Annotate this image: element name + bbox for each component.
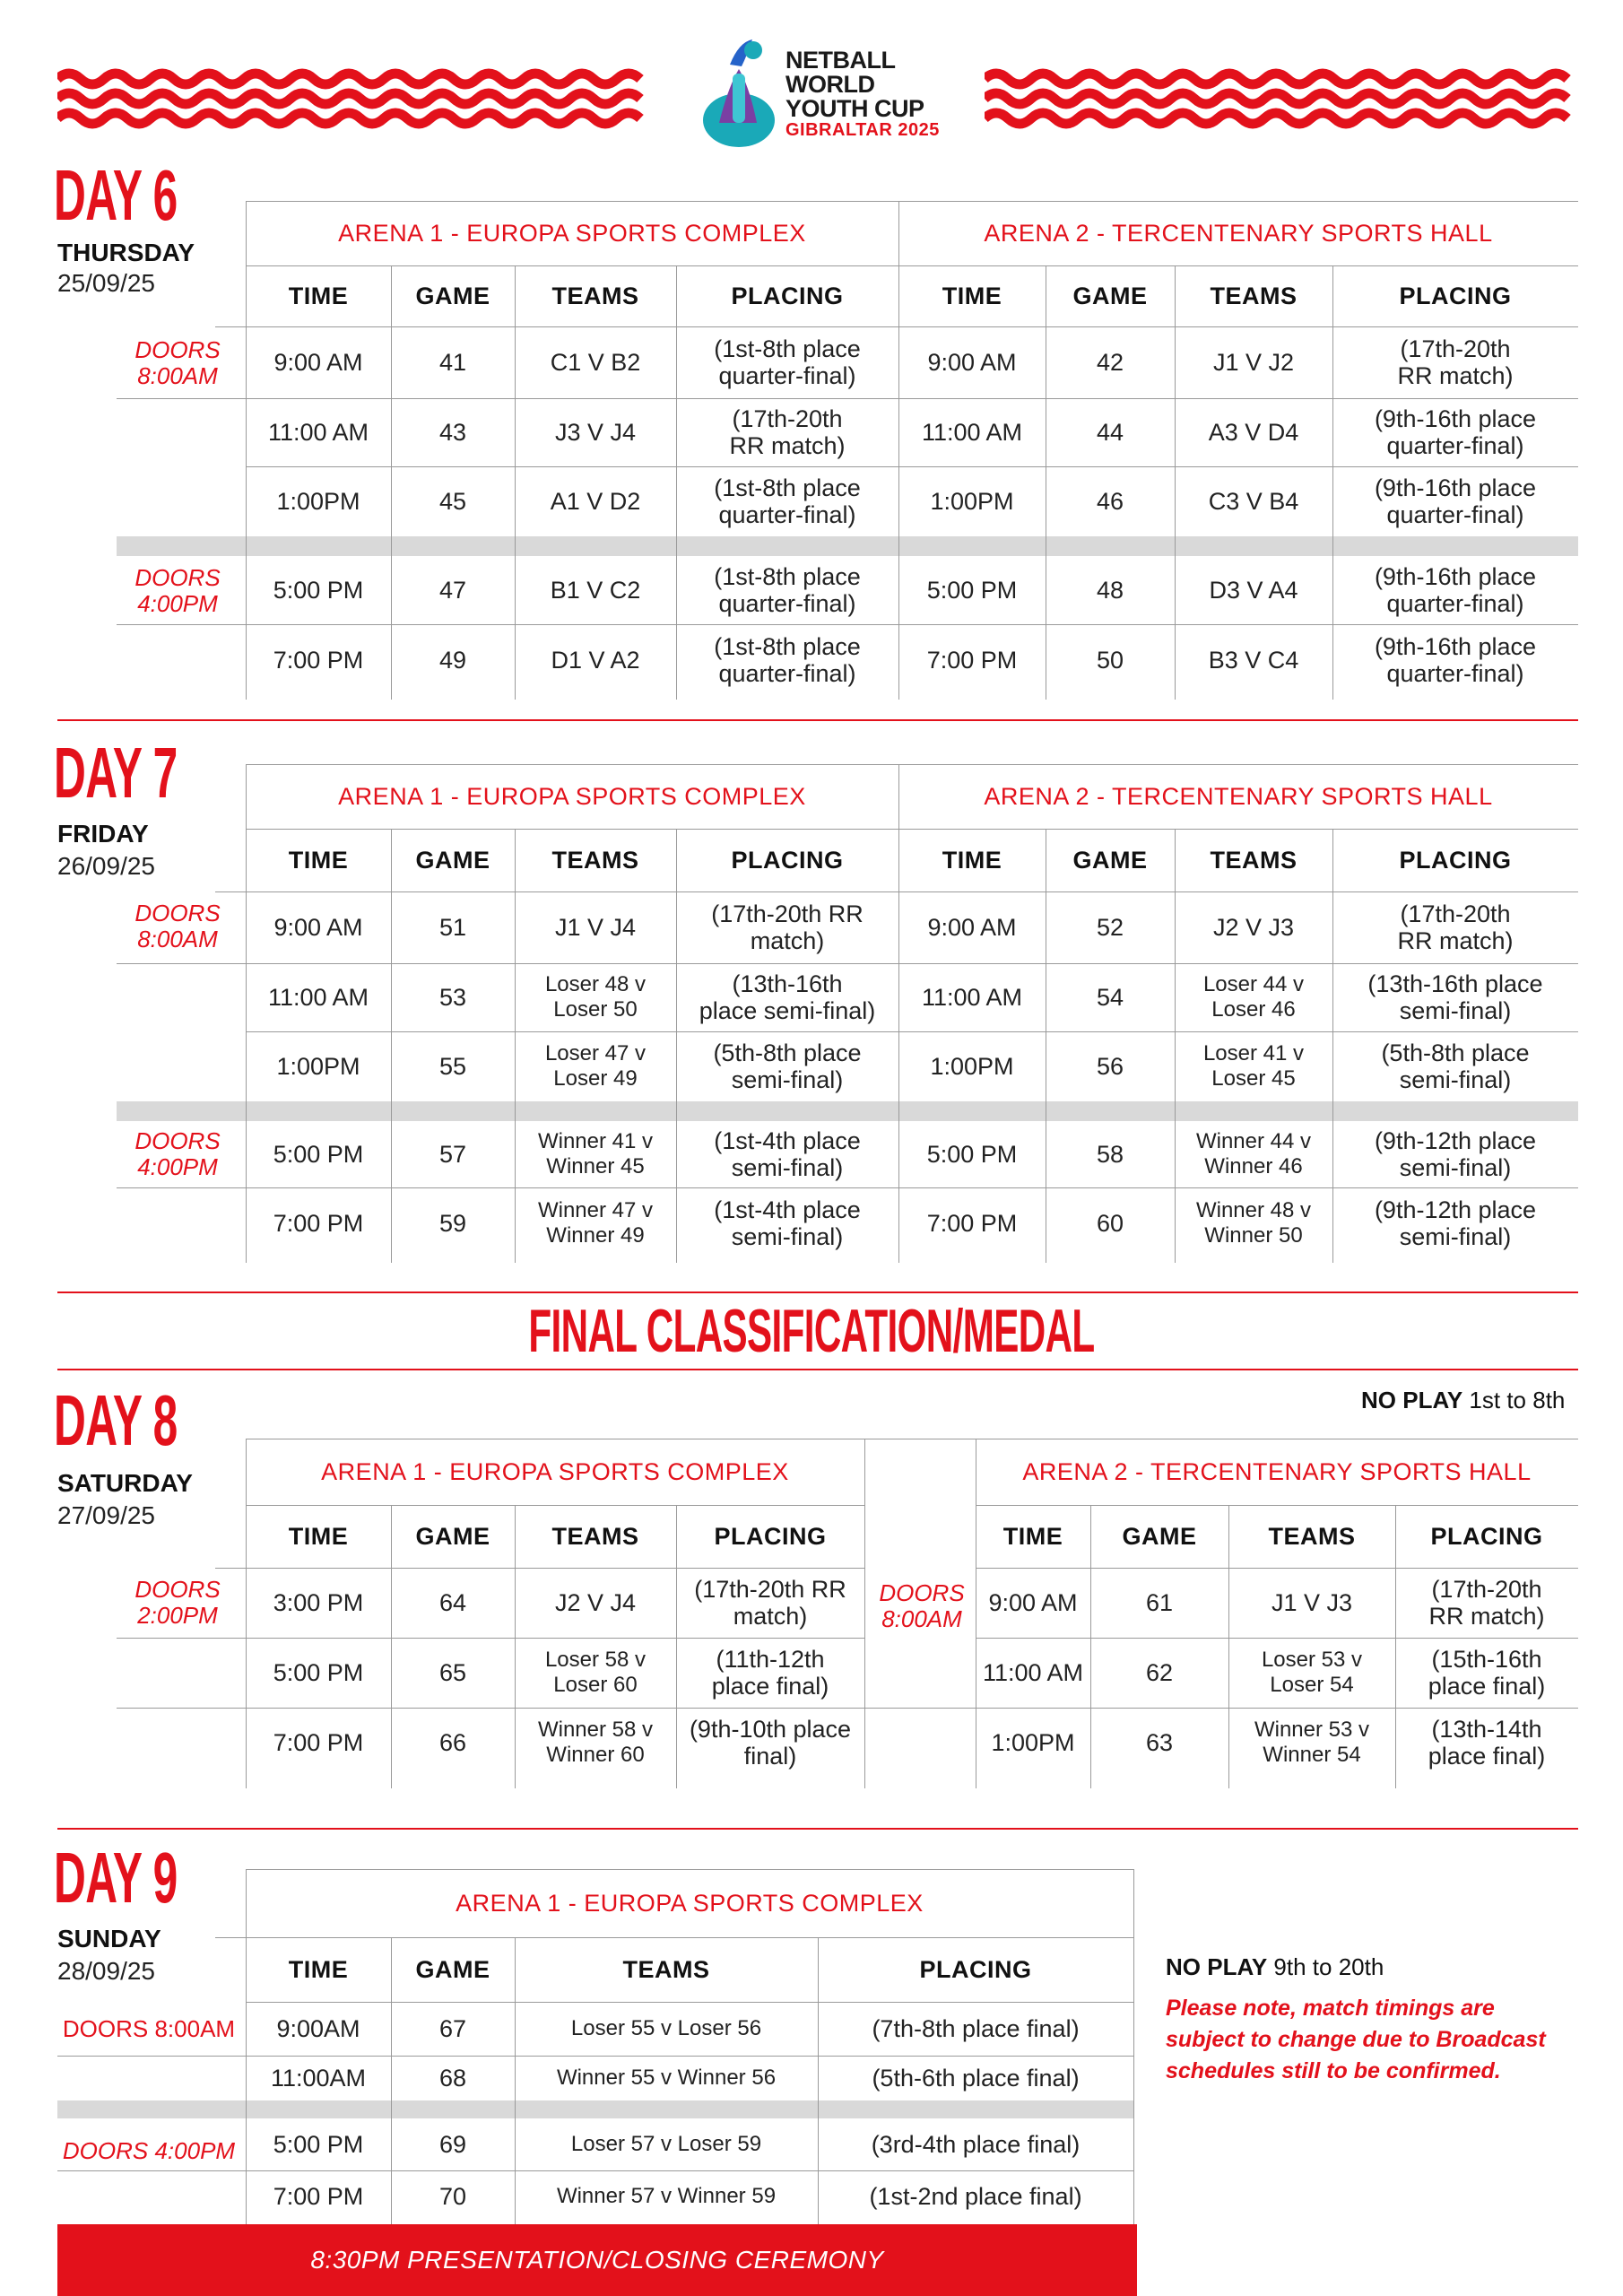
teams: J3 V J4 [554,419,637,446]
placing: (1st-8th place quarter-final) [714,633,861,687]
game-number: 43 [438,419,467,446]
day9-date: 28/09/25 [57,1957,155,1985]
teams: Winner 58 v Winner 60 [537,1718,654,1767]
placing: (9th-12th place semi-final) [1374,1127,1537,1181]
game-number: 70 [438,2183,467,2210]
day7-date: 26/09/25 [57,852,155,880]
teams: Loser 41 v Loser 45 [1202,1041,1305,1091]
placing: (17th-20th RR match) [729,405,846,459]
day8-no-play-note: NO PLAY 1st to 8th [1361,1387,1566,1413]
placing: (9th-16th place quarter-final) [1374,633,1537,687]
day8-doors-arena2: DOORS 8:00AM [879,1579,965,1632]
day6-doors-morning: DOORS 8:00AM [135,336,221,389]
day6-doors-evening: DOORS 4:00PM [135,564,221,617]
game-number: 58 [1096,1141,1124,1168]
placing: (5th-8th place semi-final) [713,1039,862,1093]
teams: D3 V A4 [1209,577,1298,604]
game-number: 60 [1096,1210,1124,1237]
teams: Loser 57 v Loser 59 [570,2132,762,2156]
placing: (5th-8th place semi-final) [1381,1039,1530,1093]
logo-line-1: NETBALL [785,47,896,74]
teams: J2 V J4 [554,1589,637,1616]
teams: Loser 58 v Loser 60 [544,1648,647,1697]
placing: (9th-16th place quarter-final) [1374,405,1537,459]
day7-title: DAY 7 [54,733,178,813]
teams: A1 V D2 [550,488,641,515]
wave-pattern-left [57,66,651,131]
placing: (13th-14th place final) [1428,1716,1546,1770]
game-number: 54 [1096,984,1124,1011]
teams: Loser 53 v Loser 54 [1261,1648,1363,1697]
time: 5:00 PM [273,2131,364,2158]
time: 1:00PM [991,1729,1075,1756]
game-number: 51 [438,914,467,941]
day8-weekday: SATURDAY [57,1469,193,1497]
placing: (5th-6th place final) [872,2065,1080,2092]
day7-doors-morning: DOORS 8:00AM [135,900,221,952]
game-number: 44 [1096,419,1124,446]
day9-no-play-note: NO PLAY 9th to 20th [1166,1953,1384,1980]
game-number: 47 [438,577,467,604]
day9-game-header: GAME [415,1955,490,1983]
day7-teams-header: TEAMS [551,846,639,874]
day8-placing-header-2: PLACING [1430,1522,1543,1550]
day7-arena1-header: ARENA 1 - EUROPA SPORTS COMPLEX [338,782,806,810]
game-number: 57 [438,1141,467,1168]
day6-placing-header-2: PLACING [1399,282,1512,309]
game-number: 62 [1145,1659,1174,1686]
teams: J1 V J4 [554,914,637,941]
teams: J2 V J3 [1212,914,1295,941]
game-number: 69 [438,2131,467,2158]
day8-arena1-header: ARENA 1 - EUROPA SPORTS COMPLEX [321,1457,789,1485]
game-number: 42 [1096,349,1124,376]
placing: (9th-10th place final) [689,1716,852,1770]
day9-arena1-header: ARENA 1 - EUROPA SPORTS COMPLEX [456,1889,924,1917]
day6-arena2-header: ARENA 2 - TERCENTENARY SPORTS HALL [984,219,1493,247]
teams: Winner 44 v Winner 46 [1195,1129,1312,1178]
day7-arena2-header: ARENA 2 - TERCENTENARY SPORTS HALL [984,782,1493,810]
time: 11:00 AM [267,419,369,446]
game-number: 55 [438,1053,467,1080]
day7-game-header: GAME [415,846,490,874]
time: 9:00 AM [273,914,363,941]
game-number: 41 [438,349,467,376]
netball-player-logo-icon [692,38,782,152]
day6-time-header: TIME [288,282,349,309]
day8-time-header-2: TIME [1002,1522,1063,1550]
day7-time-header: TIME [288,846,349,874]
teams: Winner 48 v Winner 50 [1195,1198,1312,1248]
placing: (17th-20th RR match) [1397,335,1514,389]
teams: Loser 47 v Loser 49 [544,1041,647,1091]
time: 7:00 PM [273,1729,364,1756]
time: 9:00 AM [988,1589,1078,1616]
day8-doors-arena1: DOORS 2:00PM [135,1576,221,1629]
teams: Winner 47 v Winner 49 [537,1198,654,1248]
time: 1:00PM [276,1053,360,1080]
day6-date: 25/09/25 [57,269,155,297]
day9-doors-evening: DOORS 4:00PM [62,2137,236,2164]
day8-date: 27/09/25 [57,1501,155,1529]
teams: Winner 55 v Winner 56 [556,2066,777,2090]
logo-line-3: YOUTH CUP [785,95,924,122]
time: 9:00 AM [927,349,1017,376]
day6-game-header: GAME [415,282,490,309]
day8-placing-header: PLACING [714,1522,827,1550]
game-number: 52 [1096,914,1124,941]
placing: (17th-20th RR match) [711,900,864,954]
final-classification-title: FINAL CLASSIFICATION/MEDAL [528,1297,1095,1365]
game-number: 48 [1096,577,1124,604]
logo-subtitle: GIBRALTAR 2025 [785,120,940,140]
game-number: 68 [438,2065,467,2092]
teams: Winner 41 v Winner 45 [537,1129,654,1178]
game-number: 59 [438,1210,467,1237]
day8-teams-header-2: TEAMS [1268,1522,1356,1550]
time: 5:00 PM [926,1141,1018,1168]
teams: Loser 44 v Loser 46 [1202,972,1305,1022]
day7-time-header-2: TIME [942,846,1002,874]
time: 7:00 PM [273,1210,364,1237]
day7-game-header-2: GAME [1072,846,1148,874]
time: 7:00 PM [926,647,1018,674]
game-number: 66 [438,1729,467,1756]
day6-time-header-2: TIME [942,282,1002,309]
placing: (1st-8th place quarter-final) [714,474,861,528]
time: 1:00PM [930,1053,1014,1080]
time: 11:00 AM [982,1659,1084,1686]
game-number: 63 [1145,1729,1174,1756]
game-number: 56 [1096,1053,1124,1080]
time: 1:00PM [276,488,360,515]
placing: (1st-8th place quarter-final) [714,563,861,617]
time: 5:00 PM [926,577,1018,604]
time: 7:00 PM [273,2183,364,2210]
day6-teams-header: TEAMS [551,282,639,309]
time: 1:00PM [930,488,1014,515]
teams: C1 V B2 [550,349,641,376]
time: 5:00 PM [273,1659,364,1686]
placing: (15th-16th place final) [1428,1646,1546,1700]
game-number: 65 [438,1659,467,1686]
day9-placing-header: PLACING [919,1955,1032,1983]
day7-placing-header-2: PLACING [1399,846,1512,874]
day8-arena2-header: ARENA 2 - TERCENTENARY SPORTS HALL [1022,1457,1532,1485]
placing: (17th-20th RR match) [1397,900,1514,954]
teams: Winner 57 v Winner 59 [556,2184,777,2208]
game-number: 53 [438,984,467,1011]
placing: (1st-8th place quarter-final) [714,335,861,389]
teams: A3 V D4 [1208,419,1299,446]
teams: J1 V J3 [1271,1589,1353,1616]
placing: (17th-20th RR match) [1428,1576,1545,1630]
placing: (1st-2nd place final) [869,2183,1082,2210]
placing: (13th-16th place semi-final) [1367,970,1543,1024]
time: 5:00 PM [273,577,364,604]
time: 9:00 AM [273,349,363,376]
day9-time-header: TIME [288,1955,349,1983]
teams: B1 V C2 [550,577,641,604]
day7-teams-header-2: TEAMS [1210,846,1298,874]
day8-time-header: TIME [288,1522,349,1550]
placing: (17th-20th RR match) [694,1576,846,1630]
time: 5:00 PM [273,1141,364,1168]
wave-pattern-right [985,66,1578,131]
day6-placing-header: PLACING [731,282,844,309]
game-number: 67 [438,2015,467,2042]
day9-doors-morning: DOORS 8:00AM [62,2015,236,2042]
day9-weekday: SUNDAY [57,1925,161,1952]
time: 3:00 PM [273,1589,364,1616]
placing: (1st-4th place semi-final) [714,1196,861,1250]
teams: Loser 55 v Loser 56 [570,2016,762,2040]
time: 11:00 AM [921,419,1023,446]
day9-title: DAY 9 [54,1838,178,1918]
game-number: 45 [438,488,467,515]
day9-teams-header: TEAMS [622,1955,710,1983]
teams: Loser 48 v Loser 50 [544,972,647,1022]
event-logo [692,38,961,152]
teams: Winner 53 v Winner 54 [1254,1718,1370,1767]
day8-game-header: GAME [415,1522,490,1550]
day8-teams-header: TEAMS [551,1522,639,1550]
day6-title: DAY 6 [54,155,178,235]
time: 11:00 AM [921,984,1023,1011]
day6-game-header-2: GAME [1072,282,1148,309]
placing: (1st-4th place semi-final) [714,1127,861,1181]
day7-weekday: FRIDAY [57,820,149,848]
day7-placing-header: PLACING [731,846,844,874]
day7-doors-evening: DOORS 4:00PM [135,1127,221,1180]
day8-title: DAY 8 [54,1380,178,1460]
teams: J1 V J2 [1212,349,1295,376]
game-number: 64 [438,1589,467,1616]
placing: (7th-8th place final) [872,2015,1080,2042]
placing: (13th-16th place semi-final) [699,970,876,1024]
placing: (3rd-4th place final) [871,2131,1081,2158]
time: 9:00AM [276,2015,360,2042]
game-number: 61 [1145,1589,1174,1616]
time: 7:00 PM [926,1210,1018,1237]
placing: (9th-16th place quarter-final) [1374,563,1537,617]
teams: B3 V C4 [1208,647,1299,674]
game-number: 50 [1096,647,1124,674]
day6-arena1-header: ARENA 1 - EUROPA SPORTS COMPLEX [338,219,806,247]
day8-game-header-2: GAME [1122,1522,1197,1550]
teams: D1 V A2 [551,647,640,674]
broadcast-schedule-note: Please note, match timings are subject to change due to Broadcast schedules still to be confirmed. [1166,1996,1546,2083]
time: 11:00AM [270,2065,367,2092]
day6-teams-header-2: TEAMS [1210,282,1298,309]
teams: C3 V B4 [1208,488,1299,515]
closing-ceremony-banner: 8:30PM PRESENTATION/CLOSING CEREMONY [57,2224,1137,2296]
time: 7:00 PM [273,647,364,674]
placing: (9th-16th place quarter-final) [1374,474,1537,528]
game-number: 49 [438,647,467,674]
day6-weekday: THURSDAY [57,239,195,266]
logo-line-2: WORLD [785,71,875,98]
game-number: 46 [1096,488,1124,515]
placing: (9th-12th place semi-final) [1374,1196,1537,1250]
time: 9:00 AM [927,914,1017,941]
placing: (11th-12th place final) [711,1646,829,1700]
time: 11:00 AM [267,984,369,1011]
